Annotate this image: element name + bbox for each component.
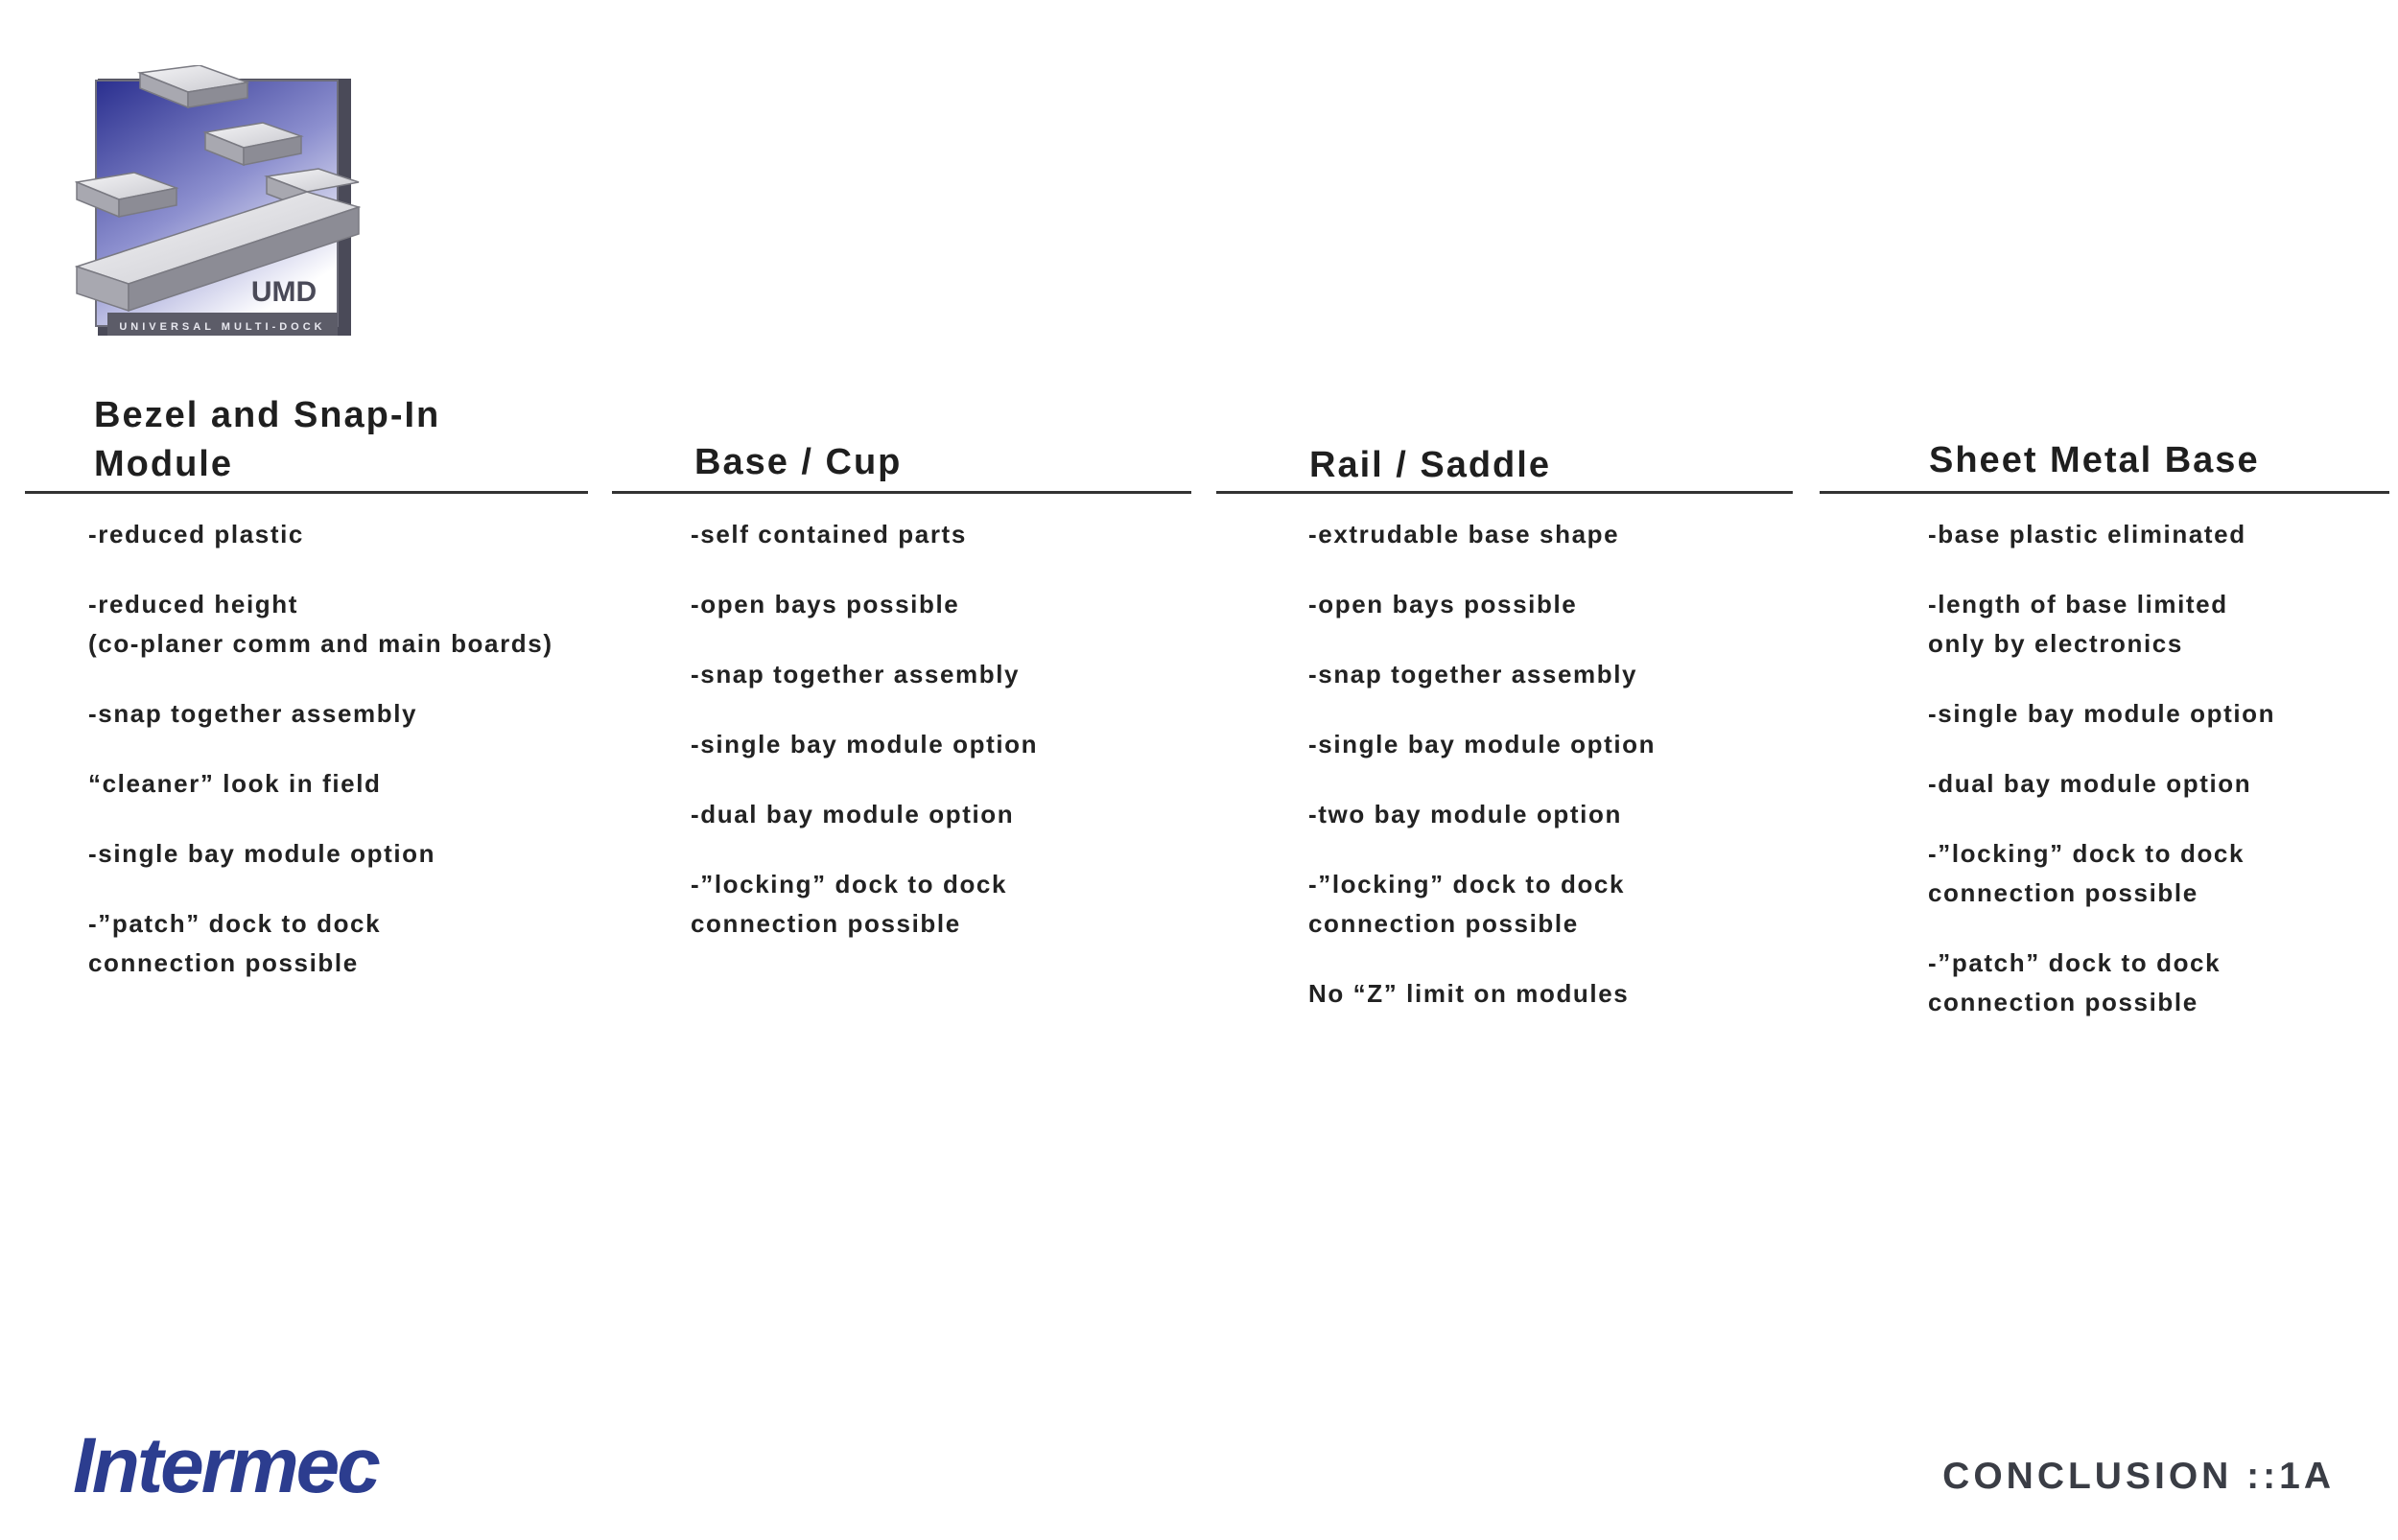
column-title: Bezel and Snap-In Module: [94, 395, 441, 484]
list-item: -snap together assembly: [691, 660, 1021, 688]
umd-logo: [75, 65, 363, 343]
list-item: -open bays possible: [1308, 590, 1578, 618]
column-rule: [25, 491, 588, 494]
column-list: [1308, 515, 1846, 1044]
list-item: -reduced plastic: [88, 520, 304, 548]
list-item: -”locking” dock to dock connection possible: [691, 870, 1008, 938]
column-title: Rail / Saddle: [1309, 445, 1551, 485]
column-title: Base / Cup: [694, 442, 903, 482]
column-list: [1928, 515, 2379, 1053]
list-item: -length of base limited only by electronics: [1928, 590, 2228, 658]
logo-subtitle: UNIVERSAL MULTI-DOCK: [119, 321, 326, 333]
list-item: -snap together assembly: [1308, 660, 1638, 688]
list-item: -single bay module option: [88, 839, 436, 868]
list-item: -reduced height (co-planer comm and main boards): [88, 590, 553, 658]
list-item: -single bay module option: [691, 730, 1039, 758]
list-item: -two bay module option: [1308, 800, 1622, 828]
intermec-logo: [69, 1410, 424, 1505]
list-item: -”locking” dock to dock connection possible: [1308, 870, 1626, 938]
list-item: -dual bay module option: [1928, 769, 2252, 798]
column-rule: [1820, 491, 2389, 494]
list-item: -dual bay module option: [691, 800, 1015, 828]
list-item: -self contained parts: [691, 520, 967, 548]
column-rule: [612, 491, 1191, 494]
slide-label: CONCLUSION ::1A: [1942, 1456, 2335, 1497]
list-item: -snap together assembly: [88, 699, 418, 728]
list-item: -base plastic eliminated: [1928, 520, 2246, 548]
list-item: -extrudable base shape: [1308, 520, 1620, 548]
list-item: -single bay module option: [1928, 699, 2276, 728]
list-item: -”locking” dock to dock connection possible: [1928, 839, 2245, 907]
list-item: -open bays possible: [691, 590, 960, 618]
svg-text:Intermec: Intermec: [73, 1422, 378, 1505]
list-item: No “Z” limit on modules: [1308, 979, 1630, 1008]
column-title: Sheet Metal Base: [1929, 440, 2260, 480]
logo-text: UMD: [250, 276, 317, 308]
column-list: [88, 515, 625, 1014]
column-rule: [1216, 491, 1793, 494]
list-item: -”patch” dock to dock connection possible: [1928, 948, 2222, 1016]
list-item: -single bay module option: [1308, 730, 1657, 758]
list-item: -”patch” dock to dock connection possible: [88, 909, 382, 977]
list-item: “cleaner” look in field: [88, 769, 382, 798]
column-list: [691, 515, 1228, 974]
